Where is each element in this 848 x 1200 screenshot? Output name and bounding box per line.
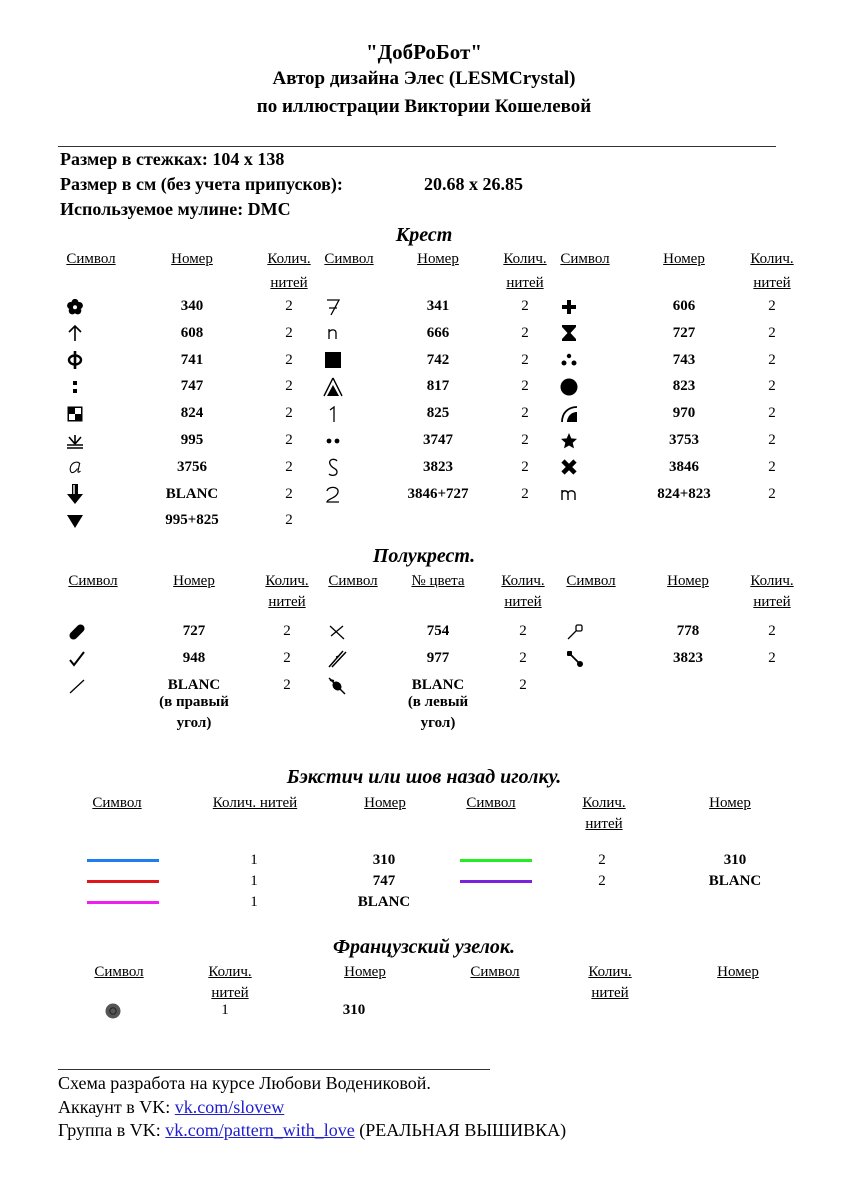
two-glyph-icon-svg (324, 484, 342, 504)
footer-account (58, 1097, 284, 1118)
thread-count: 2 (285, 432, 293, 448)
pin-icon-svg (566, 623, 584, 641)
beetle-icon (322, 672, 352, 699)
color-note: угол) (176, 715, 212, 731)
header-symbol: Символ (566, 573, 616, 589)
thread-count: 2 (283, 650, 291, 666)
color-number: 3823 (423, 458, 453, 475)
hourglass-icon (554, 320, 584, 347)
header-count-threads: нитей (753, 275, 791, 291)
color-number: 310 (372, 852, 396, 868)
black-circle-icon (554, 373, 584, 400)
script-a-icon (60, 454, 90, 481)
header-number: Номер (417, 251, 459, 267)
color-number: 3753 (669, 432, 699, 448)
quarter-arc-icon-svg (560, 405, 578, 423)
color-number: 747 (372, 873, 396, 889)
color-number: BLANC (165, 485, 219, 502)
color-number: 742 (426, 351, 450, 368)
header-divider (58, 146, 776, 147)
header-symbol: Символ (92, 795, 142, 811)
header-symbol: Символ (470, 964, 520, 980)
thread-count: 2 (768, 432, 776, 448)
thread-count: 2 (768, 378, 776, 395)
header-symbol: Символ (94, 964, 144, 980)
flower-icon (60, 293, 90, 320)
header-count: Колич. (750, 251, 794, 267)
tent-icon (318, 373, 348, 400)
cm-size-label: Размер в см (без учета припусков): (60, 174, 343, 194)
hourglass-icon-svg (561, 324, 577, 342)
thread-count: 2 (285, 512, 293, 529)
floss-brand: Используемое мулине: DMC (60, 199, 291, 219)
color-number: 3846+727 (407, 485, 469, 502)
dumbbell-icon (560, 645, 590, 672)
stitches-size: Размер в стежках: 104 х 138 (60, 149, 285, 169)
cross-x-icon (322, 618, 352, 645)
thread-count: 2 (768, 298, 776, 314)
thread-count: 2 (521, 485, 529, 502)
sunrise-icon (60, 427, 90, 454)
dumbbell-icon-svg (566, 650, 584, 668)
thread-count: 2 (768, 650, 776, 666)
group-link[interactable]: vk.com/pattern_with_love (165, 1120, 355, 1140)
thread-count: 2 (598, 873, 606, 889)
arrow-up-icon (60, 320, 90, 347)
header-number: Номер (344, 964, 386, 980)
color-note: (в левый (407, 694, 469, 710)
flower-icon-svg (66, 298, 84, 316)
header-count-threads: нитей (753, 594, 791, 610)
color-number: 995 (180, 432, 204, 448)
backstitch-line-symbol (460, 859, 532, 862)
footer-divider (58, 1069, 490, 1070)
pill-icon (62, 618, 92, 645)
header-count: Колич. (208, 964, 252, 980)
color-number: 824+823 (657, 485, 711, 502)
thread-count: 2 (768, 324, 776, 341)
header-count: Колич. (503, 251, 547, 267)
french-knot-section-title: Французский узелок. (332, 936, 516, 958)
color-number: BLANC (411, 677, 465, 693)
header-count: Колич. (501, 573, 545, 589)
thread-count: 2 (285, 405, 293, 422)
thread-count: 2 (285, 324, 293, 341)
color-number: 340 (180, 298, 204, 314)
black-square-icon-svg (324, 351, 342, 369)
header-number: Номер (364, 795, 406, 811)
seven-icon (318, 293, 348, 320)
thread-count: 2 (768, 623, 776, 639)
header-number: Номер (709, 795, 751, 811)
sunrise-icon-svg (65, 432, 85, 450)
slash-icon (62, 672, 92, 699)
group-label: Группа в VK: (58, 1120, 166, 1140)
illustration-line: по иллюстрации Виктории Кошелевой (256, 96, 592, 117)
color-number: 310 (342, 1002, 366, 1018)
header-number: Номер (663, 251, 705, 267)
color-number: 754 (426, 623, 450, 639)
small-n-icon (318, 320, 348, 347)
down-arrow-heavy-icon (60, 481, 90, 508)
s-glyph-icon-svg (325, 457, 341, 477)
header-symbol: Символ (560, 251, 610, 267)
m-glyph-icon (554, 481, 584, 508)
account-label: Аккаунт в VK: (58, 1097, 175, 1117)
thread-count: 2 (283, 677, 291, 693)
thread-count: 2 (519, 677, 527, 693)
thread-count: 2 (521, 458, 529, 475)
color-number: 727 (182, 623, 206, 639)
color-number: 310 (723, 852, 747, 868)
header-symbol: Символ (328, 573, 378, 589)
thread-count: 2 (521, 405, 529, 422)
color-number: 3846 (669, 458, 699, 475)
header-count-threads: нитей (585, 816, 623, 832)
backstitch-line-symbol (87, 901, 159, 904)
header-symbol: Символ (466, 795, 516, 811)
color-number: 741 (180, 351, 204, 368)
seven-icon-svg (324, 297, 342, 317)
color-number: BLANC (708, 873, 762, 889)
color-number: 825 (426, 405, 450, 422)
cm-size (60, 174, 523, 195)
header-count-threads: нитей (504, 594, 542, 610)
cm-size-value: 20.68 х 26.85 (424, 174, 523, 194)
color-number: BLANC (357, 894, 411, 910)
color-number: 948 (182, 650, 206, 666)
script-a-icon-svg (65, 458, 85, 476)
thread-count: 2 (285, 351, 293, 368)
header-count: Колич. нитей (212, 795, 298, 811)
thread-count: 1 (250, 873, 258, 889)
slash-icon-svg (68, 677, 86, 695)
header-count-threads: нитей (506, 275, 544, 291)
arrow-up-icon-svg (66, 324, 84, 342)
triangle-down-icon-svg (66, 513, 84, 529)
checkmark-icon (62, 645, 92, 672)
footer-course-note: Схема разработа на курсе Любови Водениковой. (58, 1073, 431, 1093)
color-number: 743 (672, 351, 696, 368)
thread-count: 2 (768, 405, 776, 422)
thread-count: 2 (768, 351, 776, 368)
s-glyph-icon (318, 454, 348, 481)
thread-count: 2 (519, 623, 527, 639)
backstitch-line-symbol (460, 880, 532, 883)
group-suffix: (РЕАЛЬНАЯ ВЫШИВКА) (354, 1120, 567, 1140)
heavy-x-icon-svg (560, 458, 578, 476)
colon-icon (60, 373, 90, 400)
colon-icon-svg (66, 378, 84, 396)
two-glyph-icon (318, 481, 348, 508)
backstitch-section-title: Бэкстич или шов назад иголку. (286, 766, 562, 788)
color-number: 977 (426, 650, 450, 666)
double-slash-icon (322, 645, 352, 672)
header-count: Колич. (750, 573, 794, 589)
one-icon (318, 400, 348, 427)
thread-count: 1 (250, 894, 258, 910)
thread-count: 2 (598, 852, 606, 868)
thread-count: 2 (768, 458, 776, 475)
header-count: Колич. (267, 251, 311, 267)
color-number: 3756 (177, 458, 207, 475)
thread-count: 2 (519, 650, 527, 666)
heavy-x-icon (554, 454, 584, 481)
color-number: 608 (180, 324, 204, 341)
checker-square-icon-svg (67, 406, 83, 422)
one-icon-svg (326, 405, 340, 423)
down-arrow-heavy-icon-svg (65, 483, 85, 505)
thread-count: 2 (285, 458, 293, 475)
account-link[interactable]: vk.com/slovew (174, 1097, 285, 1117)
double-slash-icon-svg (327, 649, 347, 669)
header-symbol: Символ (68, 573, 118, 589)
three-dots-icon (554, 347, 584, 374)
color-number: 817 (426, 378, 450, 395)
header-number: Номер (667, 573, 709, 589)
thread-count: 1 (250, 852, 258, 868)
thread-count: 1 (221, 1002, 229, 1018)
header-number: Номер (171, 251, 213, 267)
color-number: 727 (672, 324, 696, 341)
backstitch-line-symbol (87, 880, 159, 883)
cross-x-icon-svg (328, 623, 346, 641)
header-number: Номер (717, 964, 759, 980)
black-circle-icon-svg (559, 377, 579, 397)
header-count: Колич. (588, 964, 632, 980)
backstitch-line-symbol (87, 859, 159, 862)
thread-count: 2 (521, 432, 529, 448)
thread-count: 2 (285, 378, 293, 395)
thread-count: 2 (521, 324, 529, 341)
checkmark-icon-svg (68, 650, 86, 668)
two-dots-icon-svg (324, 436, 342, 446)
header-number: Номер (173, 573, 215, 589)
three-dots-icon-svg (560, 352, 578, 368)
header-count: Колич. (582, 795, 626, 811)
thread-count: 2 (521, 378, 529, 395)
color-number: 824 (180, 405, 204, 422)
header-symbol: Символ (66, 251, 116, 267)
color-number: 823 (672, 378, 696, 395)
triangle-down-icon (60, 507, 90, 534)
color-number: 341 (426, 298, 450, 314)
plus-icon-svg (560, 298, 578, 316)
small-n-icon-svg (325, 325, 341, 341)
pin-icon (560, 618, 590, 645)
color-number: 3823 (673, 650, 703, 666)
m-glyph-icon-svg (559, 486, 579, 502)
color-number: BLANC (167, 677, 221, 693)
thread-count: 2 (768, 485, 776, 502)
thread-count: 2 (285, 485, 293, 502)
pattern-title: "ДобРоБот" (366, 40, 482, 64)
plus-icon (554, 293, 584, 320)
thread-count: 2 (283, 623, 291, 639)
phi-icon (60, 347, 90, 374)
footer-group (58, 1120, 566, 1141)
phi-icon-svg (66, 350, 84, 370)
color-number: 747 (180, 378, 204, 395)
header-count-threads: нитей (591, 985, 629, 1001)
thread-count: 2 (521, 351, 529, 368)
header-number: № цвета (411, 573, 465, 589)
header-count-threads: нитей (268, 594, 306, 610)
color-note: (в правый (159, 694, 229, 710)
header-symbol: Символ (324, 251, 374, 267)
header-count-threads: нитей (211, 985, 249, 1001)
color-number: 970 (672, 405, 696, 422)
knot-circle-icon (98, 997, 128, 1024)
star-icon (554, 427, 584, 454)
color-number: 606 (672, 298, 696, 314)
quarter-arc-icon (554, 400, 584, 427)
knot-circle-icon-svg (104, 1002, 122, 1020)
thread-count: 2 (285, 298, 293, 314)
half-cross-section-title: Полукрест. (372, 545, 476, 567)
two-dots-icon (318, 427, 348, 454)
header-count-threads: нитей (270, 275, 308, 291)
star-icon-svg (560, 432, 578, 450)
color-note: угол) (420, 715, 456, 731)
color-number: 3747 (423, 432, 453, 448)
pill-icon-svg (67, 622, 87, 642)
checker-square-icon (60, 400, 90, 427)
thread-count: 2 (521, 298, 529, 314)
black-square-icon (318, 347, 348, 374)
header-count: Колич. (265, 573, 309, 589)
color-number: 666 (426, 324, 450, 341)
tent-icon-svg (323, 377, 343, 397)
beetle-icon-svg (327, 676, 347, 696)
author-line: Автор дизайна Элес (LESMCrystal) (272, 68, 576, 89)
color-number: 778 (676, 623, 700, 639)
cross-section-title: Крест (395, 224, 453, 246)
color-number: 995+825 (165, 512, 219, 529)
